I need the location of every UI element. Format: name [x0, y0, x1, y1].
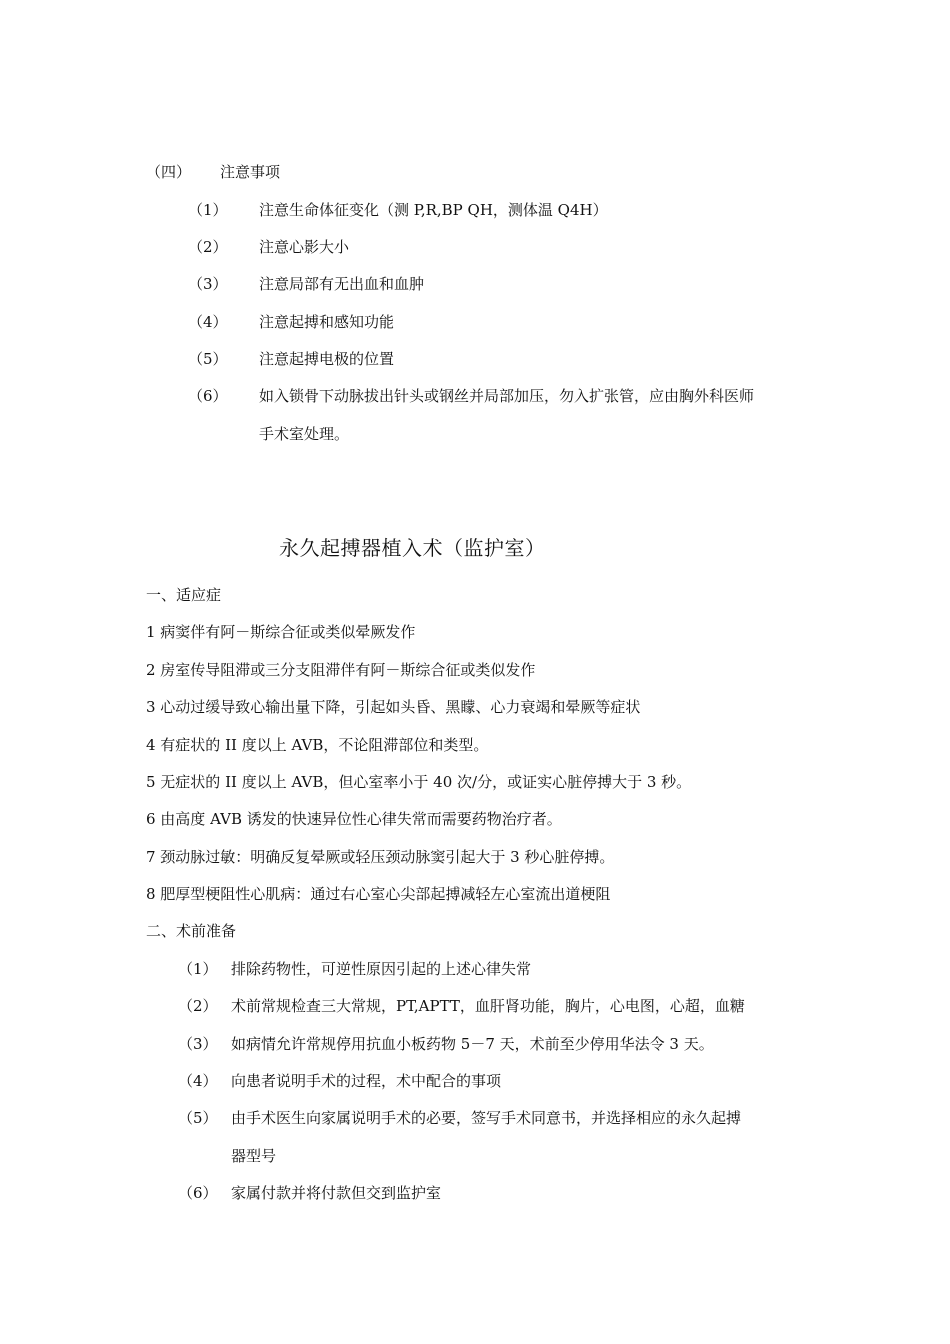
indication-item: 6 由高度 AVB 诱发的快速异位性心律失常而需要药物治疗者。: [146, 810, 562, 828]
list-item-number: （4）: [178, 1072, 218, 1090]
indication-item: 4 有症状的 II 度以上 AVB，不论阻滞部位和类型。: [146, 736, 489, 754]
list-item-text: 手术室处理。: [259, 425, 350, 443]
list-item-text: 器型号: [231, 1147, 277, 1165]
indications-heading: 一、适应症: [146, 586, 222, 604]
preop-heading: 二、术前准备: [146, 922, 237, 940]
list-item-number: （2）: [188, 238, 228, 256]
section4-heading-text: 注意事项: [220, 163, 281, 181]
indication-item: 5 无症状的 II 度以上 AVB，但心室率小于 40 次/分，或证实心脏停搏大于 3 秒。: [146, 773, 692, 791]
list-item-text: 注意生命体征变化（测 P,R,BP QH，测体温 Q4H）: [259, 201, 608, 219]
indication-item: 1 病窦伴有阿－斯综合征或类似晕厥发作: [146, 623, 416, 641]
list-item-text: 由手术医生向家属说明手术的必要，签写手术同意书，并选择相应的永久起搏: [231, 1109, 742, 1127]
list-item-number: （4）: [188, 313, 228, 331]
indication-item: 2 房室传导阻滞或三分支阻滞伴有阿－斯综合征或类似发作: [146, 661, 536, 679]
list-item-number: （2）: [178, 997, 218, 1015]
list-item-text: 向患者说明手术的过程，术中配合的事项: [231, 1072, 502, 1090]
indication-item: 8 肥厚型梗阻性心肌病：通过右心室心尖部起搏减轻左心室流出道梗阻: [146, 885, 611, 903]
list-item-text: 家属付款并将付款但交到监护室: [231, 1184, 442, 1202]
list-item-number: （3）: [188, 275, 228, 293]
list-item-text: 注意局部有无出血和血肿: [259, 275, 425, 293]
list-item-text: 术前常规检查三大常规，PT,APTT，血肝肾功能，胸片，心电图，心超，血糖: [231, 997, 745, 1015]
indication-item: 3 心动过缓导致心输出量下降，引起如头昏、黑矇、心力衰竭和晕厥等症状: [146, 698, 641, 716]
list-item-text: 注意起搏和感知功能: [259, 313, 395, 331]
list-item-number: （1）: [188, 201, 228, 219]
list-item-number: （6）: [178, 1184, 218, 1202]
indication-item: 7 颈动脉过敏：明确反复晕厥或轻压颈动脉窦引起大于 3 秒心脏停搏。: [146, 848, 615, 866]
page-title: 永久起搏器植入术（监护室）: [279, 536, 546, 560]
list-item-number: （6）: [188, 387, 228, 405]
list-item-text: 如病情允许常规停用抗血小板药物 5－7 天，术前至少停用华法令 3 天。: [231, 1035, 714, 1053]
section4-heading-number: （四）: [146, 163, 192, 181]
list-item-text: 如入锁骨下动脉拔出针头或钢丝并局部加压，勿入扩张管，应由胸外科医师: [259, 387, 755, 405]
list-item-text: 注意起搏电极的位置: [259, 350, 395, 368]
list-item-text: 排除药物性，可逆性原因引起的上述心律失常: [231, 960, 532, 978]
list-item-number: （5）: [188, 350, 228, 368]
list-item-number: （3）: [178, 1035, 218, 1053]
list-item-number: （5）: [178, 1109, 218, 1127]
list-item-number: （1）: [178, 960, 218, 978]
list-item-text: 注意心影大小: [259, 238, 350, 256]
